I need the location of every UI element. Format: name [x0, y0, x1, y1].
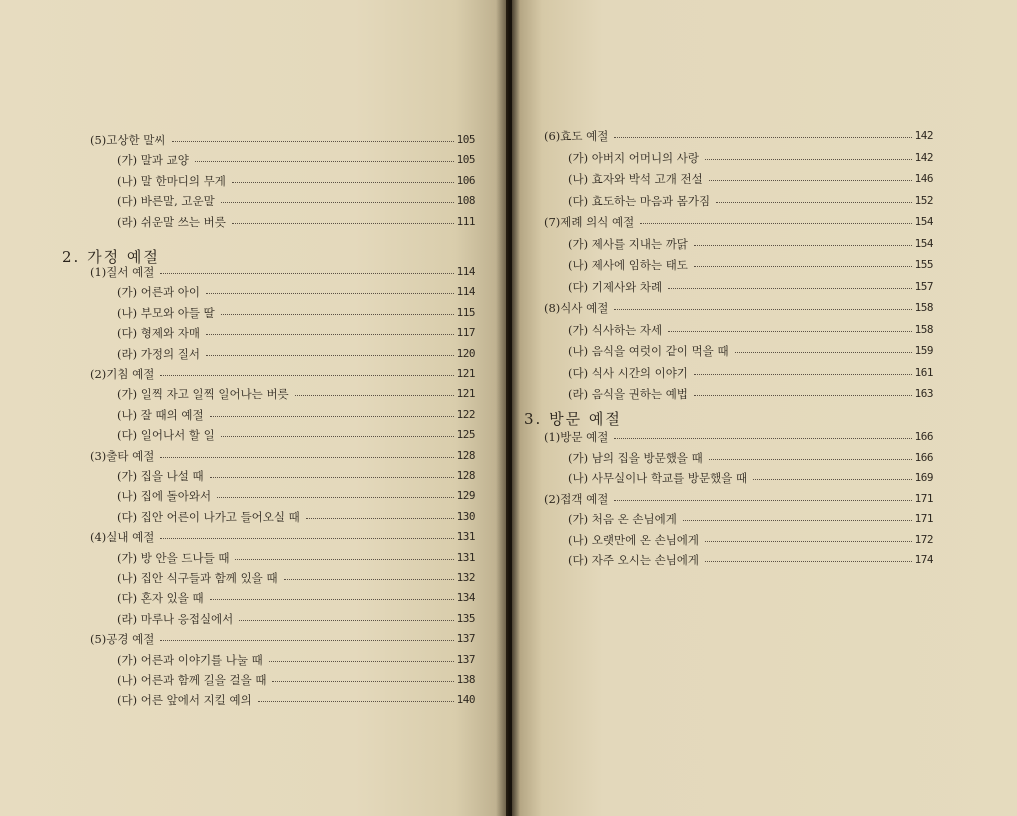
toc-entry-label: (다) 집안 어른이 나가고 들어오실 때: [117, 509, 300, 524]
toc-entry-label: (4)실내 예절: [90, 530, 155, 545]
toc-item-entry: [568, 468, 933, 488]
toc-leader-dots: [716, 202, 912, 203]
toc-item-entry: [117, 670, 475, 690]
toc-entry-label: (다) 형제와 자매: [117, 326, 200, 341]
toc-page-number: 140: [456, 693, 475, 707]
toc-entry-label: (가) 아버지 어머니의 사랑: [568, 150, 700, 165]
toc-item-entry: [568, 277, 933, 297]
toc-item-entry: [117, 609, 475, 629]
book-gutter: [496, 0, 520, 816]
toc-item-entry: [568, 363, 933, 383]
toc-entry-label: (라) 쉬운말 쓰는 버릇: [117, 214, 226, 229]
toc-leader-dots: [210, 477, 454, 478]
toc-page-number: 135: [456, 611, 475, 625]
toc-page-number: 131: [456, 550, 475, 564]
toc-page-number: 155: [914, 258, 933, 271]
toc-leader-dots: [221, 436, 454, 437]
toc-entry-label: (가) 제사를 지내는 까닭: [568, 236, 688, 251]
toc-page-number: 154: [914, 236, 933, 250]
toc-entry-label: (가) 일찍 자고 일찍 일어나는 버릇: [117, 387, 289, 402]
toc-page-number: 142: [914, 150, 933, 164]
toc-entry-label: (나) 제사에 임하는 태도: [568, 258, 688, 272]
toc-entry-label: (다) 효도하는 마음과 몸가짐: [568, 193, 711, 208]
toc-leader-dots: [210, 599, 454, 600]
toc-page-number: 105: [456, 133, 475, 146]
toc-entry-label: (3)출타 예절: [90, 448, 155, 463]
toc-entry-label: (다) 식사 시간의 이야기: [568, 365, 688, 380]
toc-item-entry: [117, 171, 475, 191]
toc-leader-dots: [705, 541, 912, 542]
toc-leader-dots: [217, 497, 454, 498]
toc-leader-dots: [640, 223, 912, 224]
toc-page-number: 129: [456, 489, 475, 503]
toc-entry-label: (가) 식사하는 자세: [568, 322, 663, 337]
toc-leader-dots: [269, 661, 454, 662]
toc-entry-label: (라) 마루나 응접실에서: [117, 611, 234, 626]
toc-item-entry: [568, 550, 933, 570]
toc-subsection-entry: [90, 446, 475, 466]
toc-item-entry: [568, 234, 933, 254]
toc-subsection-entry: [544, 298, 933, 318]
toc-item-entry: [117, 548, 475, 568]
toc-item-entry: [568, 148, 933, 168]
toc-leader-dots: [709, 180, 912, 181]
toc-entry-label: (다) 어른 앞에서 지킬 예의: [117, 693, 252, 708]
toc-leader-dots: [306, 518, 454, 519]
toc-leader-dots: [694, 395, 912, 396]
toc-item-entry: [568, 530, 933, 550]
toc-item-entry: [117, 507, 475, 527]
toc-item-entry: [117, 588, 475, 608]
toc-leader-dots: [258, 701, 454, 702]
toc-page-number: 166: [914, 430, 933, 443]
toc-entry-label: (6)효도 예절: [544, 129, 609, 143]
toc-entry-label: (다) 기제사와 차례: [568, 279, 663, 294]
toc-page-number: 137: [456, 632, 475, 646]
toc-leader-dots: [206, 293, 454, 294]
toc-item-entry: [568, 384, 933, 404]
toc-leader-dots: [172, 141, 454, 142]
toc-leader-dots: [614, 309, 912, 310]
toc-leader-dots: [232, 182, 454, 183]
toc-item-entry: [568, 341, 933, 361]
toc-entry-label: (2)접객 예절: [544, 491, 609, 506]
toc-entry-label: (가) 어른과 이야기를 나눌 때: [117, 652, 263, 667]
toc-page-number: 158: [914, 322, 933, 336]
toc-page-number: 120: [456, 346, 475, 360]
toc-page-number: 128: [456, 448, 475, 462]
toc-entry-label: (다) 바른말, 고운말: [117, 194, 215, 209]
toc-subsection-entry: [90, 262, 475, 282]
toc-entry-label: (나) 효자와 박석 고개 전설: [568, 172, 703, 186]
toc-page-number: 152: [914, 193, 933, 207]
toc-subsection-entry: [544, 126, 933, 146]
toc-leader-dots: [705, 159, 912, 160]
toc-page-number: 146: [914, 172, 933, 185]
toc-leader-dots: [160, 273, 454, 274]
section-heading-2: 2. 가정 예절: [62, 248, 160, 266]
toc-page-number: 171: [914, 512, 933, 525]
toc-leader-dots: [709, 459, 912, 460]
toc-page-number: 138: [456, 673, 475, 686]
toc-leader-dots: [235, 559, 454, 560]
toc-subsection-entry: [90, 527, 475, 547]
toc-page-number: 159: [914, 344, 933, 357]
toc-subsection-entry: [90, 364, 475, 384]
toc-item-entry: [568, 169, 933, 189]
toc-leader-dots: [284, 579, 454, 580]
toc-entry-label: (나) 집에 돌아와서: [117, 489, 212, 504]
toc-entry-label: (2)기침 예절: [90, 367, 155, 381]
toc-item-entry: [568, 255, 933, 275]
toc-page-number: 158: [914, 301, 933, 314]
toc-item-entry: [568, 320, 933, 340]
toc-item-entry: [117, 486, 475, 506]
toc-leader-dots: [221, 314, 454, 315]
toc-subsection-entry: [544, 212, 933, 232]
toc-entry-label: (나) 잘 때의 예절: [117, 407, 204, 422]
toc-leader-dots: [683, 520, 912, 521]
toc-entry-label: (가) 말과 교양: [117, 153, 189, 168]
toc-entry-label: (5)공경 예절: [90, 632, 155, 647]
right-page: [512, 0, 1017, 816]
toc-page-number: 128: [456, 469, 475, 482]
toc-leader-dots: [160, 640, 454, 641]
toc-leader-dots: [668, 331, 912, 332]
toc-entry-label: (다) 혼자 있을 때: [117, 591, 204, 606]
toc-page-number: 122: [456, 407, 475, 421]
toc-leader-dots: [221, 202, 454, 203]
toc-leader-dots: [206, 334, 454, 335]
toc-page-number: 125: [456, 428, 475, 442]
toc-item-entry: [117, 466, 475, 486]
toc-item-entry: [568, 191, 933, 211]
toc-leader-dots: [668, 288, 912, 289]
toc-leader-dots: [694, 245, 912, 246]
toc-item-entry: [568, 509, 933, 529]
toc-page-number: 130: [456, 509, 475, 523]
toc-entry-label: (나) 사무실이나 학교를 방문했을 때: [568, 471, 748, 485]
toc-item-entry: [117, 650, 475, 670]
toc-entry-label: (나) 어른과 함께 길을 걸을 때: [117, 673, 267, 687]
toc-page-number: 174: [914, 553, 933, 566]
toc-leader-dots: [694, 374, 912, 375]
toc-page-number: 114: [456, 265, 475, 278]
toc-item-entry: [117, 425, 475, 445]
section-heading-3: 3. 방문 예절: [524, 410, 622, 428]
toc-subsection-entry: [90, 130, 475, 150]
toc-leader-dots: [272, 681, 454, 682]
toc-item-entry: [117, 150, 475, 170]
toc-entry-label: (나) 부모와 아들 딸: [117, 305, 215, 320]
toc-leader-dots: [614, 137, 912, 138]
toc-page-number: 111: [456, 214, 475, 228]
toc-entry-label: (가) 남의 집을 방문했을 때: [568, 450, 703, 465]
toc-page-number: 115: [456, 305, 475, 319]
toc-leader-dots: [295, 395, 454, 396]
toc-item-entry: [117, 191, 475, 211]
toc-item-entry: [117, 282, 475, 302]
toc-item-entry: [117, 405, 475, 425]
toc-page-number: 132: [456, 571, 475, 584]
toc-leader-dots: [206, 355, 454, 356]
toc-subsection-entry: [90, 629, 475, 649]
toc-page-number: 161: [914, 365, 933, 379]
toc-page-number: 171: [914, 491, 933, 505]
toc-leader-dots: [239, 620, 454, 621]
toc-entry-label: (가) 집을 나설 때: [117, 469, 204, 483]
toc-entry-label: (다) 일어나서 할 일: [117, 428, 215, 443]
toc-entry-label: (7)제례 의식 예절: [544, 215, 635, 229]
toc-item-entry: [568, 448, 933, 468]
toc-leader-dots: [753, 479, 912, 480]
toc-leader-dots: [210, 416, 454, 417]
toc-item-entry: [117, 384, 475, 404]
toc-page-number: 108: [456, 194, 475, 208]
toc-page-number: 114: [456, 285, 475, 299]
toc-leader-dots: [195, 161, 454, 162]
toc-leader-dots: [694, 266, 912, 267]
toc-page-number: 134: [456, 591, 475, 605]
toc-item-entry: [117, 690, 475, 710]
toc-item-entry: [117, 344, 475, 364]
toc-entry-label: (라) 가정의 질서: [117, 346, 200, 361]
toc-entry-label: (가) 방 안을 드나들 때: [117, 550, 230, 565]
toc-page-number: 121: [456, 367, 475, 380]
toc-page-number: 105: [456, 153, 475, 167]
toc-leader-dots: [735, 352, 912, 353]
toc-entry-label: (라) 음식을 권하는 예법: [568, 387, 688, 401]
toc-page-number: 137: [456, 652, 475, 666]
toc-subsection-entry: [544, 427, 933, 447]
toc-entry-label: (나) 음식을 여럿이 같이 먹을 때: [568, 344, 729, 358]
toc-page-number: 163: [914, 387, 933, 400]
toc-entry-label: (나) 집안 식구들과 함께 있을 때: [117, 571, 278, 585]
toc-page-number: 154: [914, 215, 933, 228]
toc-page-number: 142: [914, 129, 933, 142]
toc-leader-dots: [160, 375, 454, 376]
toc-leader-dots: [614, 438, 912, 439]
toc-page-number: 166: [914, 450, 933, 464]
toc-entry-label: (5)고상한 말씨: [90, 133, 166, 147]
toc-entry-label: (나) 오랫만에 온 손님에게: [568, 532, 700, 547]
toc-leader-dots: [614, 500, 912, 501]
toc-page-number: 157: [914, 279, 933, 293]
toc-item-entry: [117, 303, 475, 323]
toc-leader-dots: [160, 538, 454, 539]
toc-item-entry: [117, 323, 475, 343]
toc-leader-dots: [705, 561, 912, 562]
toc-leader-dots: [232, 223, 454, 224]
toc-entry-label: (나) 말 한마디의 무게: [117, 173, 226, 188]
toc-page-number: 121: [456, 387, 475, 401]
toc-entry-label: (가) 어른과 아이: [117, 285, 200, 300]
toc-entry-label: (가) 처음 온 손님에게: [568, 512, 677, 526]
toc-entry-label: (다) 자주 오시는 손님에게: [568, 553, 700, 567]
toc-leader-dots: [160, 457, 454, 458]
toc-page-number: 172: [914, 532, 933, 546]
toc-page-number: 169: [914, 471, 933, 484]
toc-item-entry: [117, 212, 475, 232]
toc-page-number: 117: [456, 326, 475, 340]
toc-subsection-entry: [544, 489, 933, 509]
toc-entry-label: (8)식사 예절: [544, 301, 609, 315]
toc-page-number: 131: [456, 530, 475, 544]
toc-entry-label: (1)질서 예절: [90, 265, 155, 279]
left-page: [0, 0, 506, 816]
toc-entry-label: (1)방문 예절: [544, 430, 609, 444]
toc-page-number: 106: [456, 173, 475, 187]
toc-item-entry: [117, 568, 475, 588]
